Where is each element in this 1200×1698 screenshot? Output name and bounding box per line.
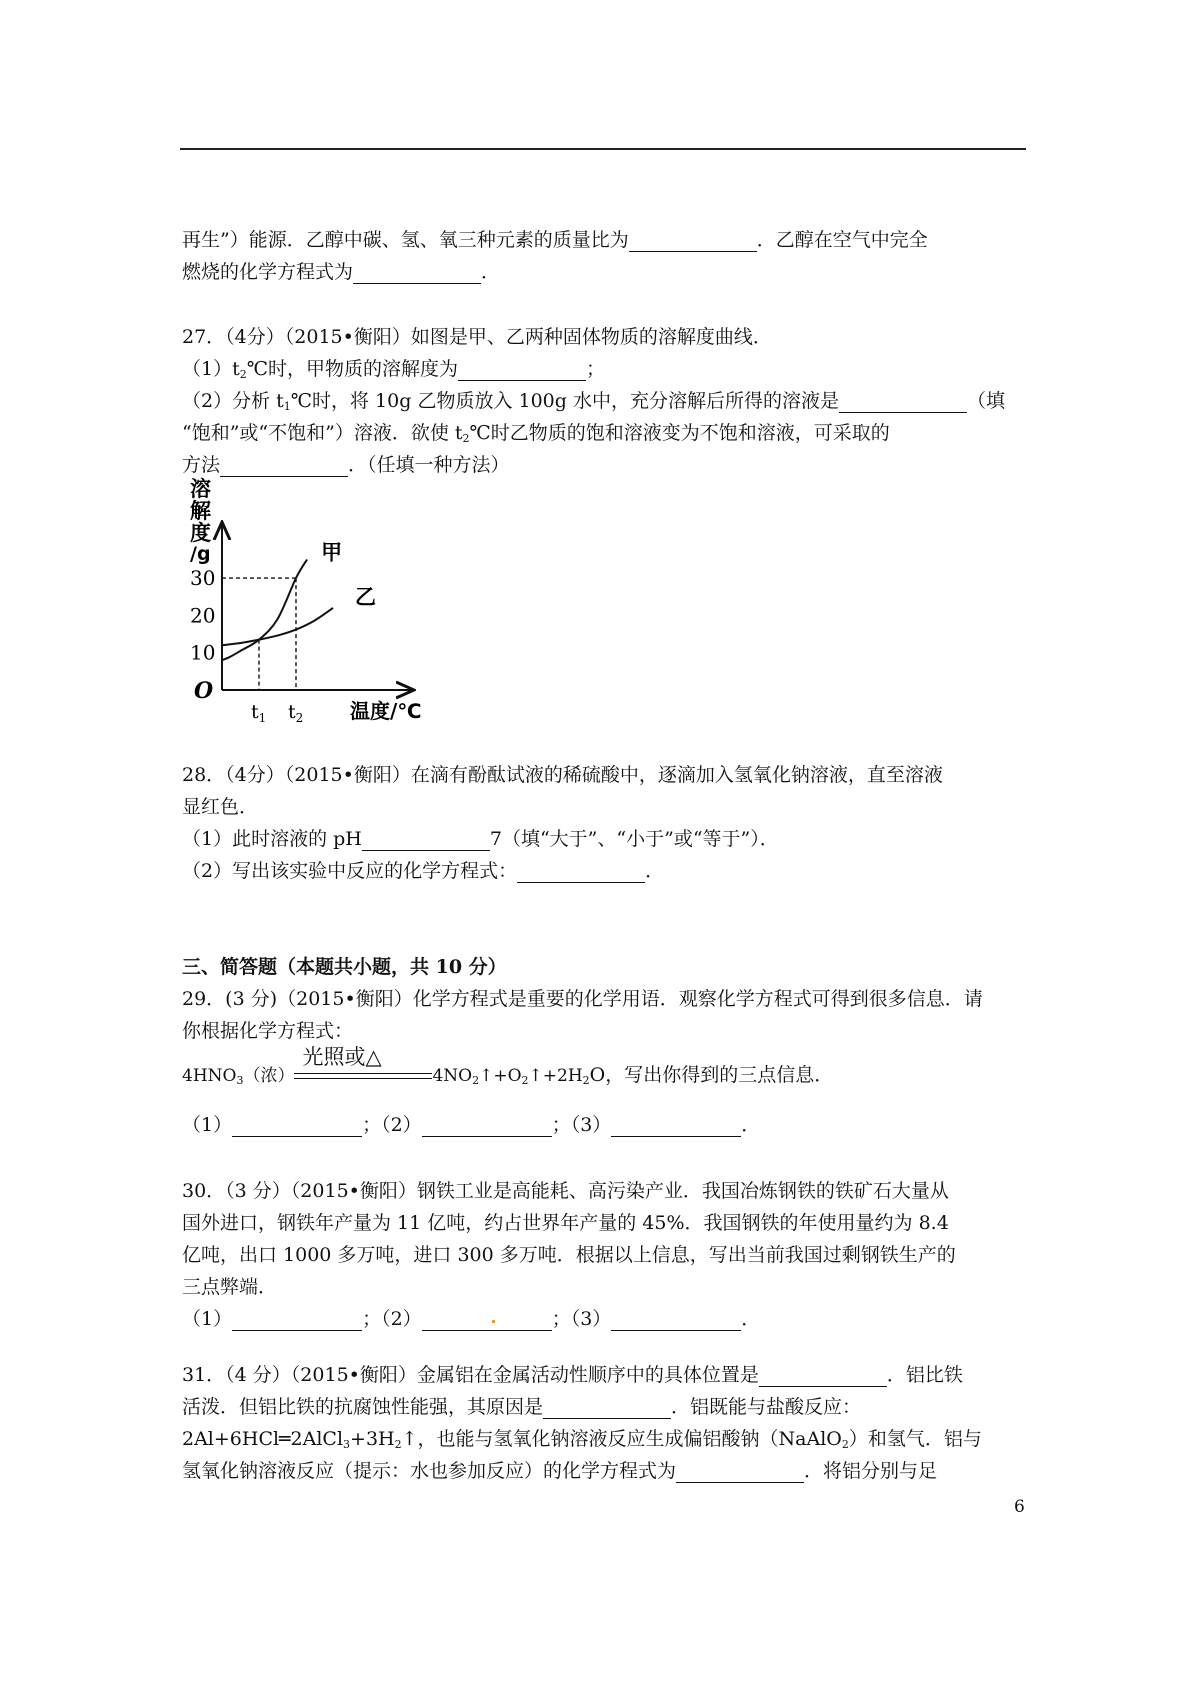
y-axis-label-0: 溶 bbox=[190, 477, 211, 501]
q28-line2: 显红色． bbox=[182, 796, 259, 818]
answer-blank[interactable] bbox=[422, 1116, 552, 1137]
eq-part: 2Al+6HCl═2AlCl bbox=[182, 1428, 344, 1450]
q27-p4-tail: ．（任填一种方法） bbox=[348, 454, 510, 476]
answer-blank[interactable] bbox=[839, 392, 967, 413]
x-tick-label: $t_1$ bbox=[251, 701, 267, 725]
answer-blank[interactable] bbox=[611, 1116, 741, 1137]
answer-blank[interactable] bbox=[232, 1116, 362, 1137]
reaction-condition bbox=[294, 1045, 432, 1087]
y-tick-label: 20 bbox=[190, 603, 216, 628]
y-ticks bbox=[190, 566, 215, 665]
q27-p1-tail: ； bbox=[586, 358, 606, 380]
q28-p2-text: （2）写出该实验中反应的化学方程式： bbox=[182, 860, 518, 882]
intro-line2-tail: ． bbox=[481, 261, 501, 283]
answer-label: ；（3） bbox=[551, 1114, 612, 1136]
series-label-yi: 乙 bbox=[355, 584, 376, 609]
answer-blank[interactable] bbox=[629, 231, 757, 252]
q27-p3-sub: 2 bbox=[462, 432, 470, 445]
y-tick-label: 30 bbox=[190, 566, 216, 591]
eq-part: （浓） bbox=[243, 1066, 295, 1086]
eq-tail: O，写出你得到的三点信息． bbox=[589, 1064, 834, 1086]
x-ticks bbox=[251, 701, 303, 725]
answer-blank[interactable] bbox=[543, 1398, 671, 1419]
q29-line2: 你根据化学方程式： bbox=[182, 1020, 354, 1042]
series-label-jia: 甲 bbox=[321, 540, 343, 565]
eq-part: ↑，也能与氢氧化钠溶液反应生成偏铝酸钠（NaAlO bbox=[401, 1428, 842, 1450]
answer-label: ；（2） bbox=[362, 1114, 422, 1136]
q30-line3: 亿吨，出口 1000 多万吨，进口 300 多万吨．根据以上信息，写出当前我国过剩钢铁生产的 bbox=[182, 1244, 956, 1266]
answer-blank[interactable] bbox=[676, 1462, 804, 1483]
q29-equation bbox=[182, 1045, 834, 1087]
q27-p3-text: “饱和”或“不饱和”）溶液．欲使 t bbox=[182, 422, 463, 444]
intro-line2-text: 燃烧的化学方程式为 bbox=[182, 261, 354, 283]
eq-part: +3H bbox=[350, 1428, 395, 1450]
q27-stem: 27．（4分）（2015•衡阳）如图是甲、乙两种固体物质的溶解度曲线． bbox=[182, 326, 772, 348]
q28-p2-tail: ． bbox=[645, 860, 665, 882]
q31-line1-tail: ．铝比铁 bbox=[886, 1364, 963, 1386]
x-axis-label: 温度/℃ bbox=[350, 699, 422, 723]
eq-sub: 2 bbox=[841, 1438, 849, 1451]
answer-blank[interactable] bbox=[458, 360, 586, 381]
eq-sub: 2 bbox=[521, 1074, 529, 1087]
header-rule bbox=[180, 148, 1026, 150]
q27-p2-label: （2）分析 t bbox=[182, 390, 284, 412]
eq-sub: 2 bbox=[394, 1438, 402, 1451]
equals-line bbox=[294, 1078, 432, 1079]
q27-p2-text: ℃时，将 10g 乙物质放入 100g 水中，充分溶解后所得的溶液是 bbox=[290, 390, 839, 412]
solubility-chart bbox=[188, 476, 438, 726]
answer-end: ． bbox=[741, 1308, 761, 1330]
q31-line4-text: 氢氧化钠溶液反应（提示：水也参加反应）的化学方程式为 bbox=[182, 1460, 677, 1482]
condition-text: 光照或△ bbox=[302, 1045, 382, 1069]
answer-blank[interactable] bbox=[220, 456, 348, 477]
origin-label: O bbox=[194, 678, 214, 704]
intro-line1-tail: ．乙醇在空气中完全 bbox=[756, 229, 928, 251]
q28-p1-text: （1）此时溶液的 pH bbox=[182, 828, 362, 850]
eq-sub: 3 bbox=[236, 1074, 244, 1087]
eq-part: ）和氢气．铝与 bbox=[848, 1428, 982, 1450]
answer-label: ；（3） bbox=[551, 1308, 612, 1330]
eq-part: 4HNO bbox=[182, 1066, 237, 1086]
eq-part: 4NO bbox=[432, 1066, 473, 1086]
q27-p3-tail: ℃时乙物质的饱和溶液变为不饱和溶液，可采取的 bbox=[469, 422, 890, 444]
eq-part: ↑+O bbox=[479, 1066, 522, 1086]
answer-blank[interactable] bbox=[232, 1310, 362, 1331]
page-number: 6 bbox=[1014, 1497, 1025, 1517]
answer-label: （1） bbox=[182, 1114, 233, 1136]
answer-blank[interactable] bbox=[362, 830, 490, 851]
y-tick-label: 10 bbox=[190, 640, 216, 665]
q31-line2-text: 活泼．但铝比铁的抗腐蚀性能强，其原因是 bbox=[182, 1396, 544, 1418]
q28-line1: 28．（4分）（2015•衡阳）在滴有酚酞试液的稀硫酸中，逐滴加入氢氧化钠溶液，直至溶液 bbox=[182, 764, 943, 786]
eq-part: ↑+2H bbox=[528, 1066, 583, 1086]
q27-p2-tail: （填 bbox=[966, 390, 1005, 412]
q27-p1-label: （1）t bbox=[182, 358, 240, 380]
q28-p1-tail: 7（填“大于”、“小于”或“等于”）． bbox=[489, 828, 779, 850]
y-axis-label-2: 度 bbox=[190, 521, 211, 545]
eq-sub: 3 bbox=[343, 1438, 351, 1451]
equals-line bbox=[294, 1073, 432, 1074]
q30-line2: 国外进口，钢铁年产量为 11 亿吨，约占世界年产量的 45%．我国钢铁的年使用量约为 8.4 bbox=[182, 1212, 949, 1234]
y-axis-label-3: /g bbox=[190, 543, 211, 565]
y-axis-label-1: 解 bbox=[190, 499, 211, 523]
q30-line4: 三点弊端． bbox=[182, 1276, 278, 1298]
answer-blank[interactable] bbox=[517, 862, 645, 883]
q27-p4-text: 方法 bbox=[182, 454, 221, 476]
eq-sub: 2 bbox=[582, 1074, 590, 1087]
answer-blank[interactable] bbox=[611, 1310, 741, 1331]
intro-line1-text: 再生”）能源．乙醇中碳、氢、氧三种元素的质量比为 bbox=[182, 229, 629, 251]
answer-end: ． bbox=[741, 1114, 761, 1136]
eq-sub: 2 bbox=[472, 1074, 480, 1087]
answer-label: （1） bbox=[182, 1308, 233, 1330]
answer-blank[interactable] bbox=[759, 1366, 887, 1387]
curve-jia bbox=[222, 559, 307, 660]
q29-line1: 29．(3 分)（2015•衡阳）化学方程式是重要的化学用语．观察化学方程式可得到很多信息．请 bbox=[182, 988, 983, 1010]
answer-blank[interactable] bbox=[422, 1310, 552, 1331]
q27-p1-sub: 2 bbox=[239, 368, 247, 381]
q30-line1: 30．（3 分）（2015•衡阳）钢铁工业是高能耗、高污染产业．我国冶炼钢铁的铁矿石大量从 bbox=[182, 1180, 949, 1202]
q31-line2-tail: ．铝既能与盐酸反应： bbox=[671, 1396, 862, 1418]
answer-label: ；（2） bbox=[362, 1308, 422, 1330]
x-tick-label: $t_2$ bbox=[288, 701, 304, 725]
q31-line4-tail: ．将铝分别与足 bbox=[804, 1460, 938, 1482]
q31-line1-text: 31．（4 分）（2015•衡阳）金属铝在金属活动性顺序中的具体位置是 bbox=[182, 1364, 759, 1386]
q27-p1-text: ℃时，甲物质的溶解度为 bbox=[246, 358, 458, 380]
q27-p2-sub: 1 bbox=[283, 400, 291, 413]
section-heading-text: 三、简答题（本题共小题，共 10 分） bbox=[182, 956, 507, 978]
stray-mark bbox=[492, 1320, 495, 1323]
curve-yi bbox=[222, 608, 333, 645]
answer-blank[interactable] bbox=[353, 263, 481, 284]
